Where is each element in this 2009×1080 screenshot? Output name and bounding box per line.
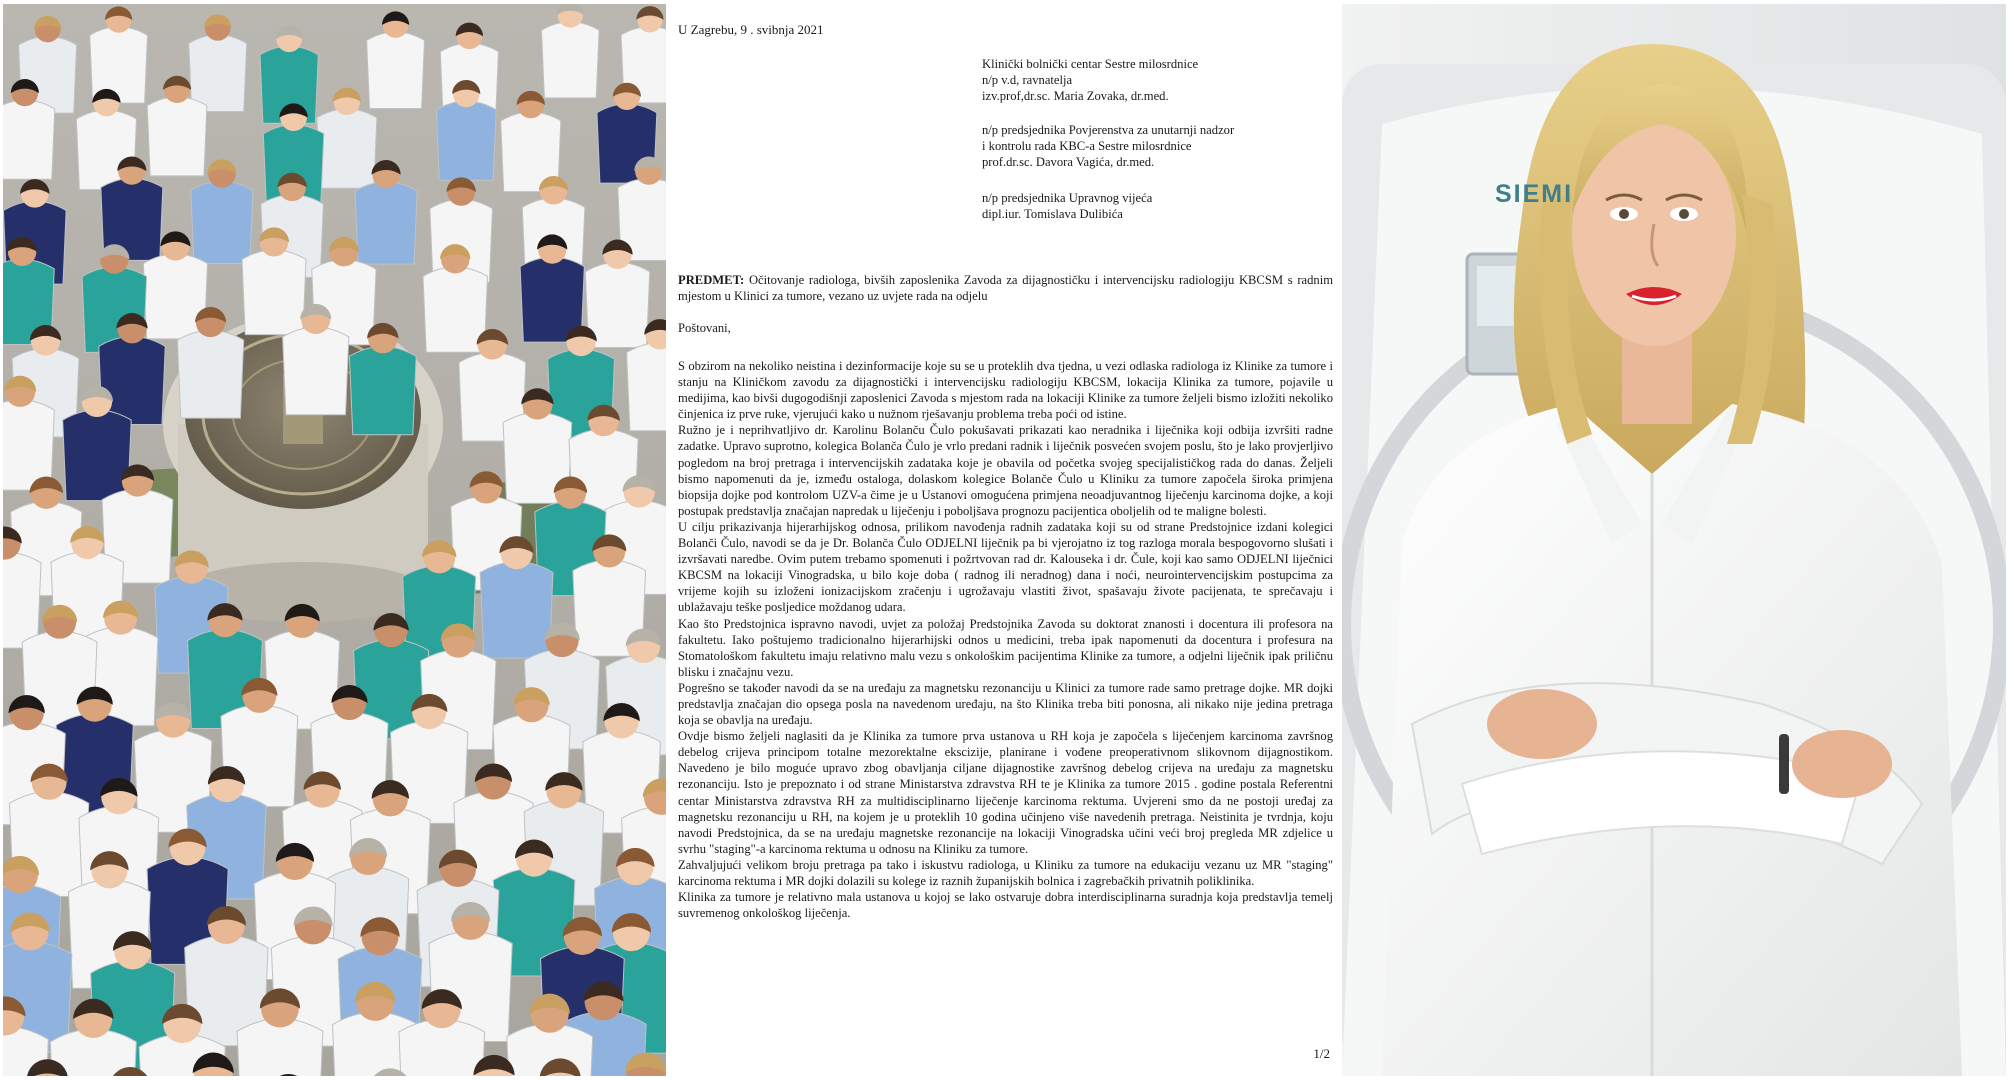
recipient-line: prof.dr.sc. Davora Vagića, dr.med.	[982, 155, 1155, 169]
crowd-person-body	[317, 109, 377, 188]
letter-date: U Zagrebu, 9 . svibnja 2021	[678, 22, 824, 37]
recipient-line: n/p predsjednika Povjerenstva za unutarnji nadzor	[982, 123, 1235, 137]
letter-greeting: Poštovani,	[678, 321, 731, 335]
crowd-person-body	[191, 181, 253, 263]
letter-document	[670, 4, 1338, 1076]
subject-label: PREDMET:	[678, 273, 745, 287]
crowd-person-body	[349, 346, 416, 434]
crowd-person-body	[283, 327, 349, 415]
letter-paragraph: U cilju prikazivanja hijerarhijskog odnosa, prilikom navođenja radnih zadataka koji su od strane Predstojnice izdani kolegici Bolanči Čulo, navodi se da je Dr. Bolanča Čulo ODJELNI liječnik pa bi vjerojatno iz tog razloga morala bespogovorno slušati i izvršavati naredbe. Ovim putem trebamo spomenuti i požrtvovan rad dr. Kalouseka i dr. Čule, koji kao samo ODJELNI liječnici KBCSM na lokaciji Vinogradska, u bilo koje doba ( radnog ili neradnog) dana i noći, neurointervencijskim postupcima za vrijeme kojih su izloženi ionizacijskom zračenju i ugrožavaju vlastiti život, spašavaju živote pacijenata, te sprečavaju i ublažavaju teške posljedice moždanog udara.	[678, 519, 1333, 615]
crowd-person-body	[367, 32, 425, 109]
crowd-person-body	[147, 97, 207, 176]
recipient-oversight-committee	[982, 122, 1234, 170]
letter-paragraph: Ovdje bismo željeli naglasiti da je Klinika za tumore prva ustanova u RH koja je započela s liječenjem karcinoma završnog debelog crijeva principom totalne mezorektalne ekscizije, planirane i vođene preoperativnom slikovnom dijagnostikom. Navedeno je bilo moguće upravo zbog obavljanja ciljane dijagnostike završnog debelog crijeva na uređaju za magnetsku rezonanciju. Isto je prepoznato i od strane Ministarstva zdravstva RH te je Klinika za tumore 2015 . godine postala Referentni centar Ministarstva zdravstva RH za multidisciplinarno liječenje karcinoma rektuma. Uvjereni smo da ne postoji uređaj za magnetsku rezonanciju u RH, na kojem je u proteklih 10 godina učinjeno više navedenih pretraga. Neistinita je tvrdnja, koju navodi Predstojnica, da se na uređaju magnetske rezonancije na lokaciji Vinogradska učini veći broj pregleda MR zdjelice u svrhu "staging"-a karcinoma rektuma u odnosu na Kliniku za tumore.	[678, 729, 1333, 856]
crowd-person-body	[177, 330, 243, 418]
letter-paragraph: S obzirom na nekoliko neistina i dezinformacije koje su se u proteklih dva tjedna, u vezi odlaska radiologa iz Klinike za tumore i stanju na Kliničkom zavodu za dijagnostički i intervencijsku radiologiju KBCSM, lokacija Klinika za tumore, pojavile u medijima, kao bivši dugogodišnji zaposlenici Zavoda s mjestom rada na lokaciji Klinike za tumore željeli bismo izložiti nekoliko činjenica iz prve ruke, vjerujući kako u nužnom rješavanju problema treba poći od istine.	[678, 359, 1333, 422]
crowd-person-body	[480, 562, 553, 658]
letter-subject	[678, 272, 1333, 304]
scanner-brand-label: SIEMI	[1495, 180, 1574, 208]
letter-paragraph: Klinika za tumore je relativno mala ustanova u kojoj se lako ostvaruje dobra interdisciplinarna suradnja koja predstavlja temelj suvremenog onkološkog liječenja.	[678, 890, 1333, 921]
letter-paragraph: Kao što Predstojnica ispravno navodi, uvjet za položaj Predstojnika Zavoda su doktorat znanosti i docentura ili profesora na fakultetu. Iako poštujemo tradicionalno hijerarhijski odnos u medicini, treba ipak napomenuti da docentura i profesura na Stomatološkom fakultetu imaju relativno malu vezu s onkološkim pacijentima Klinike za tumore, a odjelni liječnik ipak priličnu blisku i značajnu vezu.	[678, 616, 1333, 679]
letter-page	[670, 4, 1338, 1076]
crowd-person-body	[63, 410, 132, 501]
crowd-photo	[3, 4, 666, 1076]
letter-paragraph: Ružno je i neprihvatljivo dr. Karolinu Bolanču Čulo pokušavati prikazati kao neradnika i liječnika koji odbija izvršiti radne zadatke. Upravo suprotno, kolegica Bolanča Čulo je vrlo predani radnik i liječnik posvećen svojem poslu, što je lako provjerljivo pogledom na broj pretraga i intervencijskih zadataka koje je obavila od početka svojeg specijalističkog rada do danas. Željeli bismo napomenuti da je, između ostaloga, dolaskom kolegice Bolanče Čulo u Kliniku za tumore započela široka primjena biopsija dojke pod kontrolom UZV-a čime je u Ustanovi omogućena primjena neoadjuvantnog liječenju karcinoma dojke, a koji postupak predstavlja značajan napredak u liječenju i poboljšava prognozu pacijentica oboljelih od te maligne bolesti.	[678, 423, 1333, 518]
crowd-person-body	[242, 250, 306, 335]
crowd-person-body	[355, 182, 417, 264]
crowd-illustration	[3, 4, 666, 1076]
recipient-line: dipl.iur. Tomislava Dulibića	[982, 207, 1123, 221]
crowd-person-body	[436, 101, 496, 180]
crowd-person-body	[627, 343, 666, 431]
letter-paragraph: Pogrešno se također navodi da se na uređaju za magnetsku rezonanciju u Klinici za tumore rade samo pretrage dojke. MR dojki predstavlja značajan dio opsega posla na navedenom uređaju, na što Klinika treba biti ponosna, ali nikako nije jedina pretraga koja se obavlja na uređaju.	[678, 680, 1333, 728]
recipient-management-board	[982, 190, 1152, 222]
recipient-line: izv.prof,dr.sc. Maria Zovaka, dr.med.	[982, 89, 1169, 103]
recipient-hospital-director	[982, 56, 1198, 104]
portrait-photo	[1342, 4, 2006, 1076]
crowd-person-body	[3, 100, 55, 179]
subject-text: Očitovanje radiologa, bivših zaposlenika Zavoda za dijagnostičku i intervencijsku radiologiju KBCSM s radnim mjestom u Klinici za tumore, vezano uz uvjete rada na odjelu	[678, 273, 1333, 303]
crowd-person-body	[3, 552, 41, 648]
recipient-line: n/p predsjednika Upravnog vijeća	[982, 191, 1153, 205]
recipient-line: Klinički bolnički centar Sestre milosrdnice	[982, 57, 1199, 71]
crowd-person-body	[189, 35, 247, 112]
portrait-illustration	[1342, 4, 2006, 1076]
letter-paragraph: Zahvaljujući velikom broju pretraga pa tako i iskustvu radiologa, u Kliniku za tumore na edukaciju vezanu uz MR "staging" karcinoma rektuma i MR dojki dolazili su kolege iz raznih županijskih bolnica i zagrebačkih privatnih poliklinika.	[678, 857, 1333, 888]
letter-body	[678, 358, 1333, 921]
recipient-line: i kontrolu rada KBC-a Sestre milosrdnice	[982, 139, 1192, 153]
recipient-line: n/p v.d, ravnatelja	[982, 73, 1073, 87]
page-number: 1/2	[1313, 1046, 1330, 1061]
crowd-person-body	[542, 22, 600, 98]
